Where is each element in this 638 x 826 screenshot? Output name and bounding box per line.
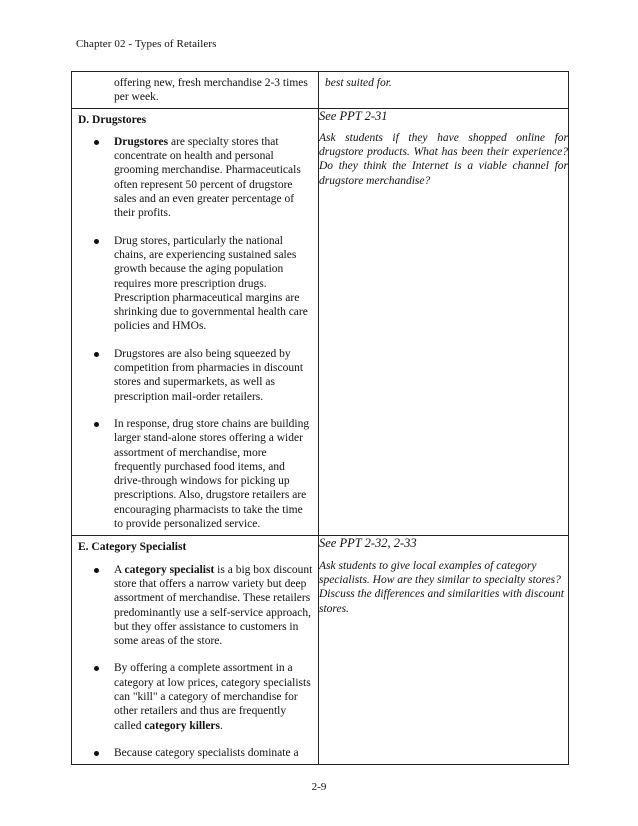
bullet-text: By offering a complete assortment in a category at low prices, category specialists can "kill" a category of merchandise for other retailers and thus are frequently called [114,662,311,732]
continuation-note: best suited for. [325,77,392,89]
bullet-icon [94,422,99,427]
lecture-outline-table [71,71,569,765]
key-term: category specialist [124,563,215,576]
bullet-icon [94,751,99,756]
list-item [72,234,318,334]
table-row-drugstores [72,108,569,536]
bullet-text: A [114,563,125,576]
bullet-icon [94,568,99,573]
bullet-list [72,563,318,761]
outline-cell [72,72,319,109]
notes-cell [319,536,569,765]
bullet-icon [94,666,99,671]
bullet-text: In response, drug store chains are building larger stand-alone stores offering a wider assortment of merchandise, more frequently purchased food items, and drive-through windows for picking up prescriptions. Also, drugstore retailers are encouraging pharmacists to take the time to provide personalized service. [114,417,310,531]
list-item [72,417,318,531]
list-item [72,563,318,649]
list-item [72,746,318,760]
ppt-reference: See PPT 2-31 [319,108,388,123]
notes-cell [319,72,569,109]
bullet-icon [94,239,99,244]
table-row-continuation [72,72,569,109]
table-row-category-specialist [72,536,569,765]
bullet-icon [94,352,99,357]
outline-cell [72,536,319,765]
page-number: 2-9 [311,781,327,793]
list-item [72,135,318,221]
bullet-text: is a big box discount store that offers a narrow variety but deep assortment of merchandise. These retailers predominantly use a self-service approach, but they offer assistance to customers in some areas of the store. [114,563,313,648]
continuation-text: offering new, fresh merchandise 2-3 times per week. [114,77,308,104]
notes-cell [319,108,569,536]
instructor-note: Ask students to give local examples of category specialists. How are they similar to specialty stores? Discuss the differences and similarities with discount stores. [319,559,564,615]
bullet-text: Drugstores are also being squeezed by competition from pharmacies in discount stores and supermarkets, as well as prescription mail-order retailers. [114,347,304,403]
bullet-text: Drug stores, particularly the national chains, are experiencing sustained sales growth because the aging population requires more prescription drugs. Prescription pharmaceutical margins are shrinking due to governmental health care policies and HMOs. [114,234,308,333]
bullet-icon [94,140,99,145]
bullet-list [72,135,318,531]
bullet-text: are specialty stores that concentrate on health and personal grooming merchandise. Pharmaceuticals often represent 50 percent of drugstore sales and an even greater percentage of their profits. [114,135,301,220]
section-title-category-specialist: E. Category Specialist [78,541,187,554]
section-title-drugstores: D. Drugstores [78,113,147,126]
instructor-note: Ask students if they have shopped online for drugstore products. What has been their experience? Do they think the Internet is a viable channel for drugstore merchandise? [319,131,568,187]
bullet-text: . [220,719,223,732]
outline-cell [72,108,319,536]
bullet-text: Because category specialists dominate a [114,746,299,759]
key-term: Drugstores [114,135,169,148]
list-item [72,661,318,732]
list-item [72,347,318,404]
ppt-reference: See PPT 2-32, 2-33 [319,536,417,551]
chapter-header: Chapter 02 - Types of Retailers [76,38,217,50]
key-term: category killers [144,719,221,732]
